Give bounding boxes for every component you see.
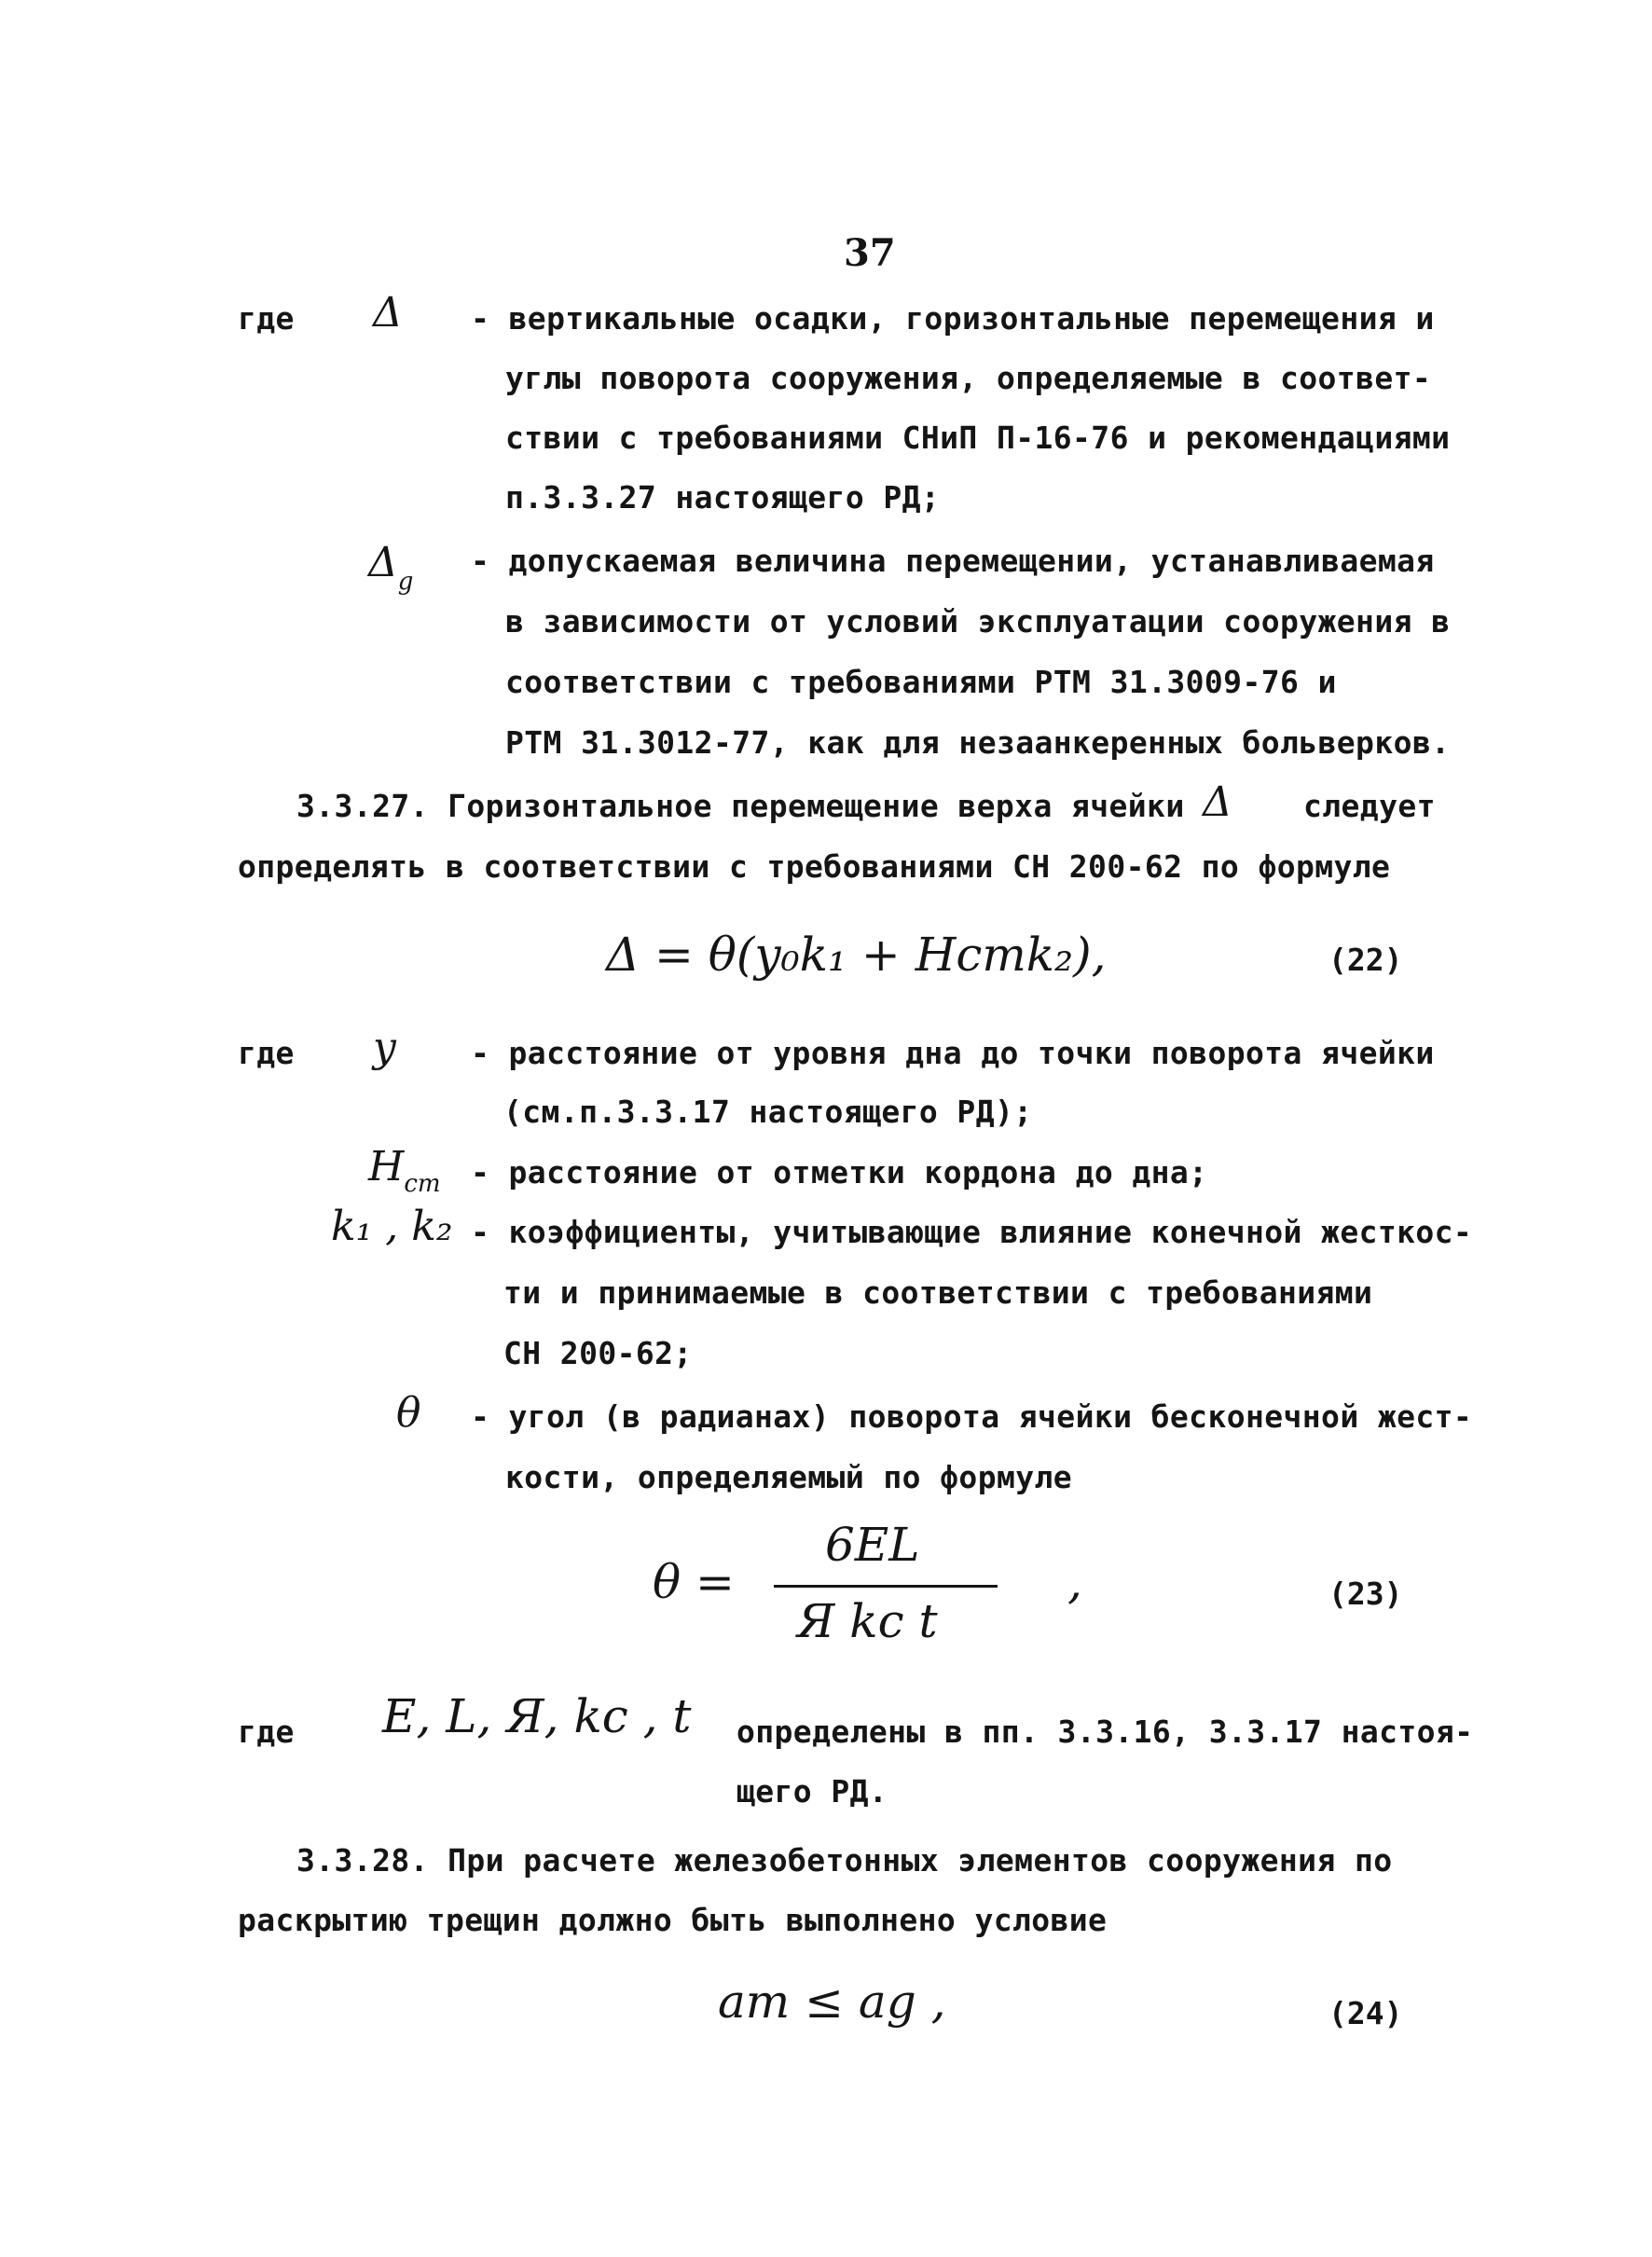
where-label: где (238, 1713, 295, 1750)
paragraph-line: раскрытию трещин должно быть выполнено условие (238, 1902, 1108, 1938)
k-symbols: k₁ , k₂ (331, 1203, 453, 1250)
definition-line: - коэффициенты, учитывающие влияние конечной жесткос- (471, 1214, 1473, 1250)
definition-line: соответствии с требованиями РТМ 31.3009-76 и (505, 664, 1337, 700)
delta-symbol: Δ (1203, 778, 1232, 826)
definition-line: ствии с требованиями СНиП П-16-76 и рекомендациями (505, 420, 1451, 456)
where-label: где (238, 1035, 295, 1071)
formula-23-lhs: θ = (653, 1555, 735, 1609)
definition-line: щего РД. (737, 1773, 888, 1810)
definition-line: - расстояние от отметки кордона до дна; (471, 1154, 1208, 1190)
definition-line: - вертикальные осадки, горизонтальные перемещения и (471, 300, 1435, 337)
y-symbol: y (373, 1024, 396, 1071)
definition-line: - угол (в радианах) поворота ячейки бесконечной жест- (471, 1398, 1473, 1435)
definition-line: - расстояние от уровня дна до точки поворота ячейки (471, 1035, 1435, 1071)
variables-list: E, L, Я, kc , t (382, 1689, 692, 1743)
fraction-bar (774, 1585, 998, 1588)
definition-line: СН 200-62; (503, 1335, 693, 1371)
equation-number: (22) (1328, 942, 1403, 978)
theta-symbol: θ (396, 1389, 421, 1437)
formula-22: Δ = θ(y₀k₁ + Hстk₂), (606, 928, 1107, 982)
definition-line: определены в пп. 3.3.16, 3.3.17 настоя- (737, 1713, 1474, 1750)
where-label: где (238, 300, 295, 337)
definition-line: кости, определяемый по формуле (505, 1459, 1073, 1495)
delta-symbol: Δ (373, 289, 403, 337)
paragraph-line: 3.3.27. Горизонтальное перемещение верха ячейки (296, 788, 1185, 824)
definition-line: п.3.3.27 настоящего РД; (505, 479, 941, 516)
formula-23-denominator: Я kc t (797, 1594, 938, 1648)
definition-line: - допускаемая величина перемещении, устанавливаемая (471, 543, 1435, 579)
definition-line: РТМ 31.3012-77, как для незаанкеренных больверков. (505, 724, 1451, 761)
formula-23-comma: , (1067, 1555, 1082, 1609)
page-number: 37 (844, 231, 896, 275)
delta-g-symbol: $\Delta_g$ (368, 539, 414, 596)
h-st-symbol: $H_{ст}$ (368, 1143, 441, 1198)
definition-line: в зависимости от условий эксплуатации сооружения в (505, 603, 1451, 640)
equation-number: (24) (1328, 1995, 1403, 2031)
definition-line: ти и принимаемые в соответствии с требованиями (503, 1274, 1373, 1311)
definition-line: (см.п.3.3.17 настоящего РД); (503, 1094, 1033, 1130)
equation-number: (23) (1328, 1576, 1403, 1612)
paragraph-line: следует (1303, 788, 1436, 824)
definition-line: углы поворота сооружения, определяемые в соответ- (505, 360, 1432, 396)
formula-24: aт ≤ ag , (718, 1975, 946, 2029)
paragraph-line: 3.3.28. При расчете железобетонных элементов сооружения по (296, 1842, 1393, 1879)
paragraph-line: определять в соответствии с требованиями СН 200-62 по формуле (238, 848, 1391, 885)
formula-23-numerator: 6EL (825, 1518, 920, 1572)
